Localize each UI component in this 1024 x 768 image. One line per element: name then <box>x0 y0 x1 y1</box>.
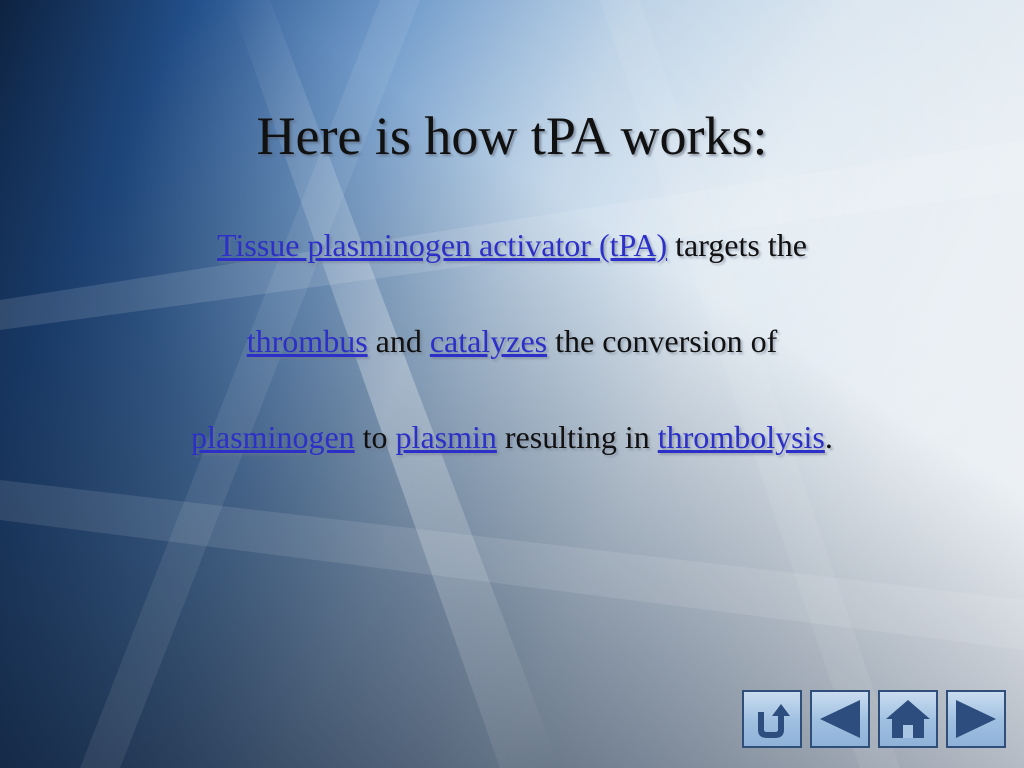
next-triangle-icon <box>948 692 1004 746</box>
slide-title: Here is how tPA works: <box>256 106 768 166</box>
return-arrow-icon <box>744 692 800 746</box>
next-slide-button[interactable] <box>946 690 1006 748</box>
previous-slide-button[interactable] <box>810 690 870 748</box>
return-button[interactable] <box>742 690 802 748</box>
link-tissue-plasminogen-activator[interactable]: Tissue plasminogen activator (tPA) <box>217 227 668 263</box>
body-line-3 <box>0 417 1024 457</box>
link-thrombus[interactable]: thrombus <box>246 323 368 359</box>
link-plasmin[interactable]: plasmin <box>395 419 497 455</box>
previous-triangle-icon <box>812 692 868 746</box>
text-to: to <box>354 419 396 455</box>
home-icon <box>880 692 936 746</box>
link-thrombolysis[interactable]: thrombolysis <box>657 419 825 455</box>
text-the-conversion-of: the conversion of <box>547 323 778 359</box>
link-catalyzes[interactable]: catalyzes <box>429 323 548 359</box>
navigation-buttons <box>740 690 1010 750</box>
text-period: . <box>824 419 833 455</box>
link-plasminogen[interactable]: plasminogen <box>191 419 355 455</box>
body-line-2 <box>0 321 1024 361</box>
body-line-1 <box>0 225 1024 265</box>
home-button[interactable] <box>878 690 938 748</box>
text-targets-the: targets the <box>667 227 807 263</box>
text-resulting-in: resulting in <box>496 419 658 455</box>
text-and: and <box>367 323 430 359</box>
